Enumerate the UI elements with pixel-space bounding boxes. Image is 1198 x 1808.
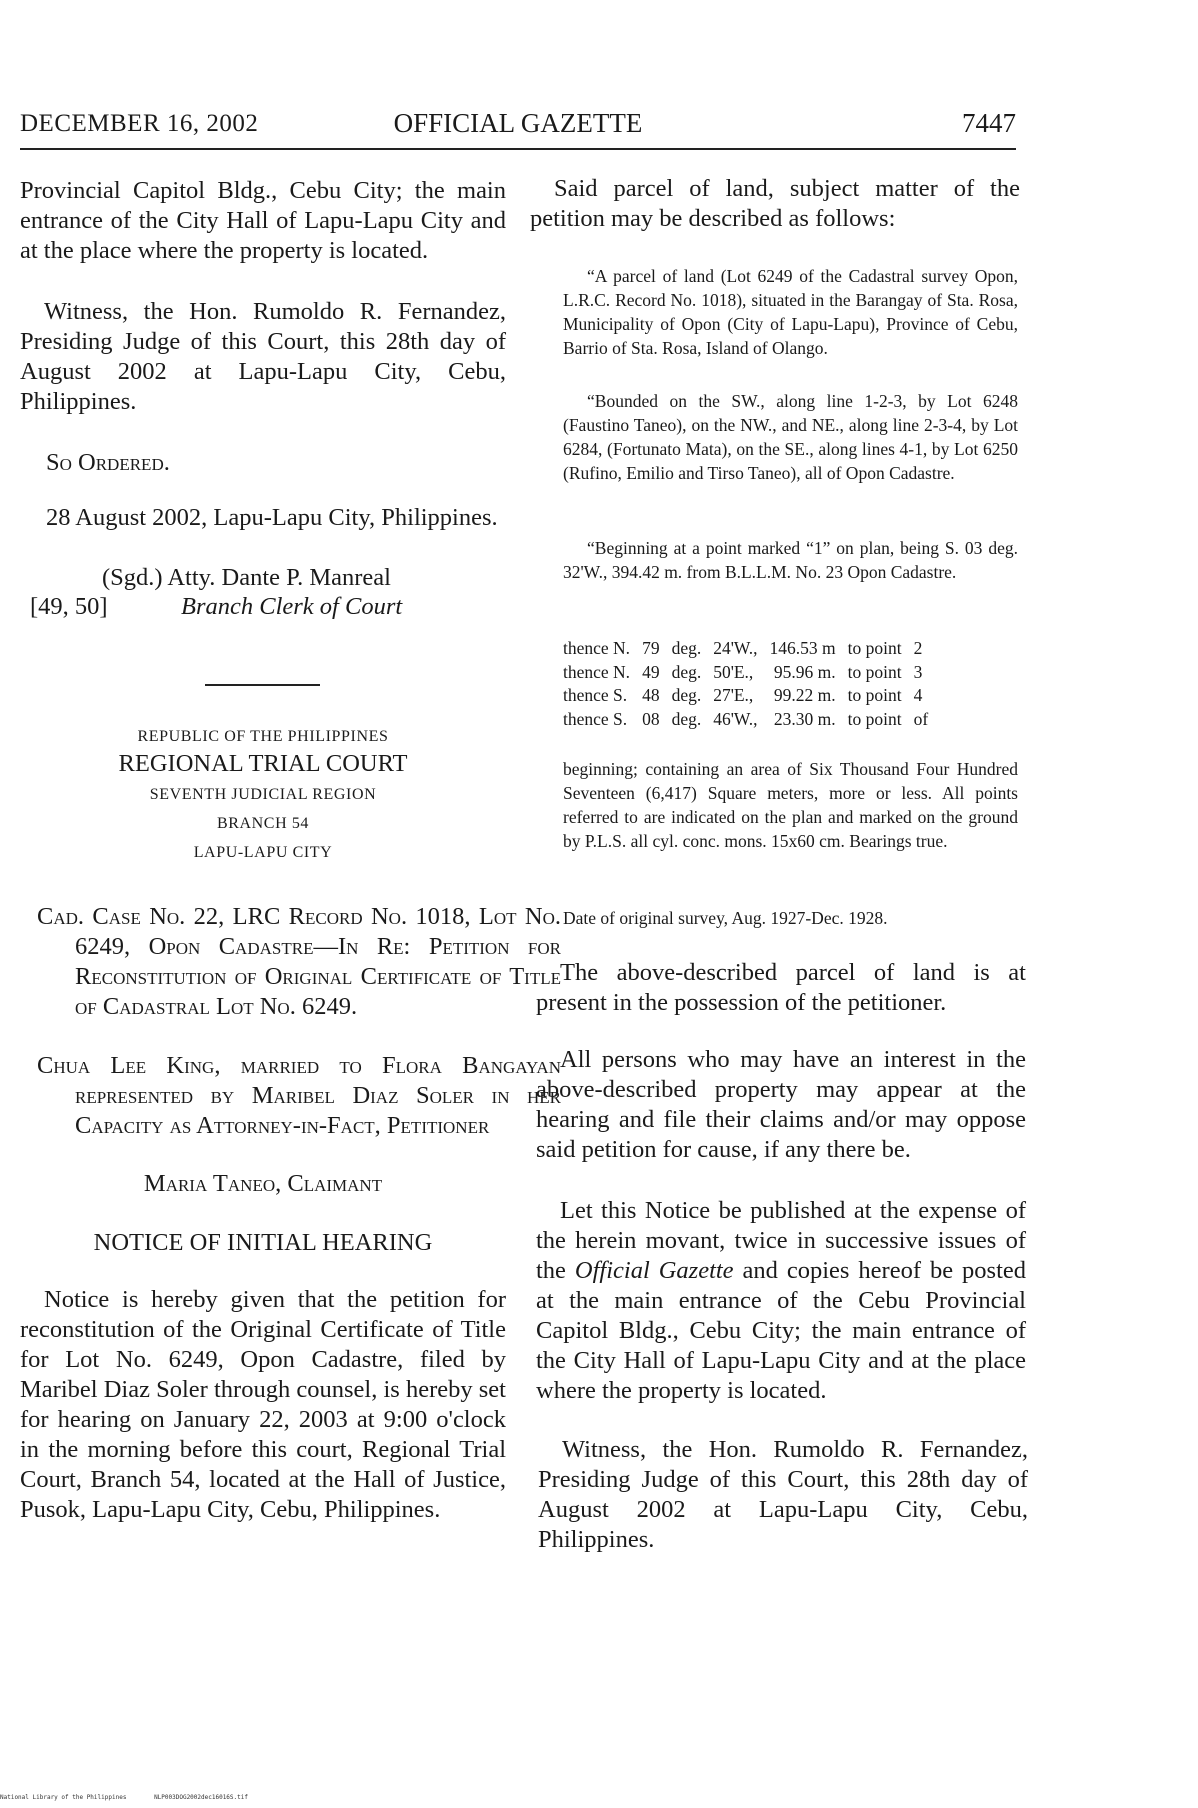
page-header	[20, 108, 1016, 150]
table-row: thence N. 79 deg. 24'W., 146.53 m to point 2	[563, 638, 923, 658]
publication-text-end: and copies hereof be posted at the main entrance of the Cebu Provincial Capitol Bldg., Cebu City; the main entrance of the City Hall of Lapu-Lapu City and at the place where the property is located.	[536, 1257, 1026, 1404]
publication-text-start: Let this Notice be published at the expense of the herein movant, twice in successive issues of the	[536, 1197, 1026, 1284]
possession-paragraph: The above-described parcel of land is at present in the possession of the petitioner.	[536, 959, 1026, 1016]
signature-line	[102, 563, 522, 593]
survey-date: Date of original survey, Aug. 1927-Dec. 1928.	[563, 908, 888, 928]
table-row: thence S. 48 deg. 27'E., 99.22 m. to point 4	[563, 685, 923, 705]
intro-continuation: Provincial Capitol Bldg., Cebu City; the main entrance of the City Hall of Lapu-Lapu City and at the place where the property is located.	[20, 177, 506, 264]
quote-boundaries: “Bounded on the SW., along line 1-2-3, by Lot 6248 (Faustino Taneo), on the NW., and NE., along line 2-3-4, by Lot 6284, (Fortunato Mata), on the SE., along lines 4-1, by Lot 6250 (Rufino, Emilio and Tirso Taneo), all of Opon Cadastre.	[563, 391, 1018, 483]
court-heading	[20, 727, 506, 867]
so-ordered	[20, 448, 506, 478]
republic-line: REPUBLIC OF THE PHILIPPINES	[137, 728, 389, 745]
table-row: thence N. 49 deg. 50'E., 95.96 m. to point 3	[563, 661, 923, 682]
branch-line: BRANCH 54	[216, 815, 310, 832]
reference-numbers: [49, 50]	[30, 593, 108, 620]
page-number: 7447	[962, 108, 1016, 138]
signer-title: Branch Clerk of Court	[181, 593, 403, 620]
so-ordered-text: So Ordered.	[46, 449, 170, 476]
city-line: LAPU-LAPU CITY	[193, 844, 333, 861]
judicial-region: SEVENTH JUDICIAL REGION	[149, 786, 377, 803]
petitioner-block: Chua Lee King, married to Flora Bangayan represented by Maribel Diaz Soler in her Capacity as Attorney-in-Fact, Petitioner	[37, 1052, 561, 1139]
court-name: REGIONAL TRIAL COURT	[118, 750, 408, 777]
notice-heading: NOTICE OF INITIAL HEARING	[93, 1229, 433, 1256]
quote-beginning-point: “Beginning at a point marked “1” on plan, being S. 03 deg. 32'W., 394.42 m. from B.L.L.M. No. 23 Opon Cadastre.	[563, 538, 1018, 582]
signature-text: (Sgd.) Atty. Dante P. Manreal	[102, 564, 391, 591]
case-title: Cad. Case No. 22, LRC Record No. 1018, Lot No. 6249, Opon Cadastre—In Re: Petition for Reconstitution of Original Certificate of Title of Cadastral Lot No. 6249.	[37, 903, 561, 1020]
area-description: beginning; containing an area of Six Thousand Four Hundred Seventeen (6,417) Square meters, more or less. All points referred to are indicated on the plan and marked on the ground by P.L.S. all cyl. conc. mons. 15x60 cm. Bearings true.	[563, 759, 1018, 851]
quote-parcel-description: “A parcel of land (Lot 6249 of the Cadastral survey Opon, L.R.C. Record No. 1018), situated in the Barangay of Sta. Rosa, Municipality of Opon (City of Lapu-Lapu), Province of Cebu, Barrio of Sta. Rosa, Island of Olango.	[563, 266, 1018, 358]
publication-paragraph	[536, 1196, 1026, 1406]
claimant-line: Maria Taneo, Claimant	[143, 1170, 383, 1197]
library-name: National Library of the Philippines	[0, 1794, 127, 1801]
witness-paragraph-right: Witness, the Hon. Rumoldo R. Fernandez, Presiding Judge of this Court, this 28th day of August 2002 at Lapu-Lapu City, Cebu, Philippines.	[538, 1436, 1028, 1553]
issue-date: DECEMBER 16, 2002	[20, 110, 259, 137]
notice-body: Notice is hereby given that the petition for reconstitution of the Original Certificate of Title for Lot No. 6249, Opon Cadastre, filed by Maribel Diaz Soler through counsel, is hereby set for hearing on January 22, 2003 at 9:00 o'clock in the morning before this court, Regional Trial Court, Branch 54, located at the Hall of Justice, Pusok, Lapu-Lapu City, Cebu, Philippines.	[20, 1286, 506, 1523]
publication-title: OFFICIAL GAZETTE	[393, 108, 643, 138]
table-row: thence S. 08 deg. 46'W., 23.30 m. to point of	[563, 708, 929, 729]
scan-file-id: NLP003DOG2002dec16016S.tif	[154, 1794, 248, 1801]
date-line: 28 August 2002, Lapu-Lapu City, Philippines.	[46, 504, 498, 531]
section-divider	[205, 684, 320, 686]
gazette-name: Official Gazette	[574, 1257, 734, 1284]
parcel-intro: Said parcel of land, subject matter of the petition may be described as follows:	[530, 175, 1020, 232]
all-persons-paragraph: All persons who may have an interest in the above-described property may appear at the hearing and file their claims and/or may oppose said petition for cause, if any there be.	[536, 1046, 1026, 1163]
witness-paragraph-left: Witness, the Hon. Rumoldo R. Fernandez, Presiding Judge of this Court, this 28th day of August 2002 at Lapu-Lapu City, Cebu, Philippines.	[20, 298, 506, 415]
bearings-table	[563, 637, 940, 731]
scan-footer	[0, 1794, 248, 1801]
